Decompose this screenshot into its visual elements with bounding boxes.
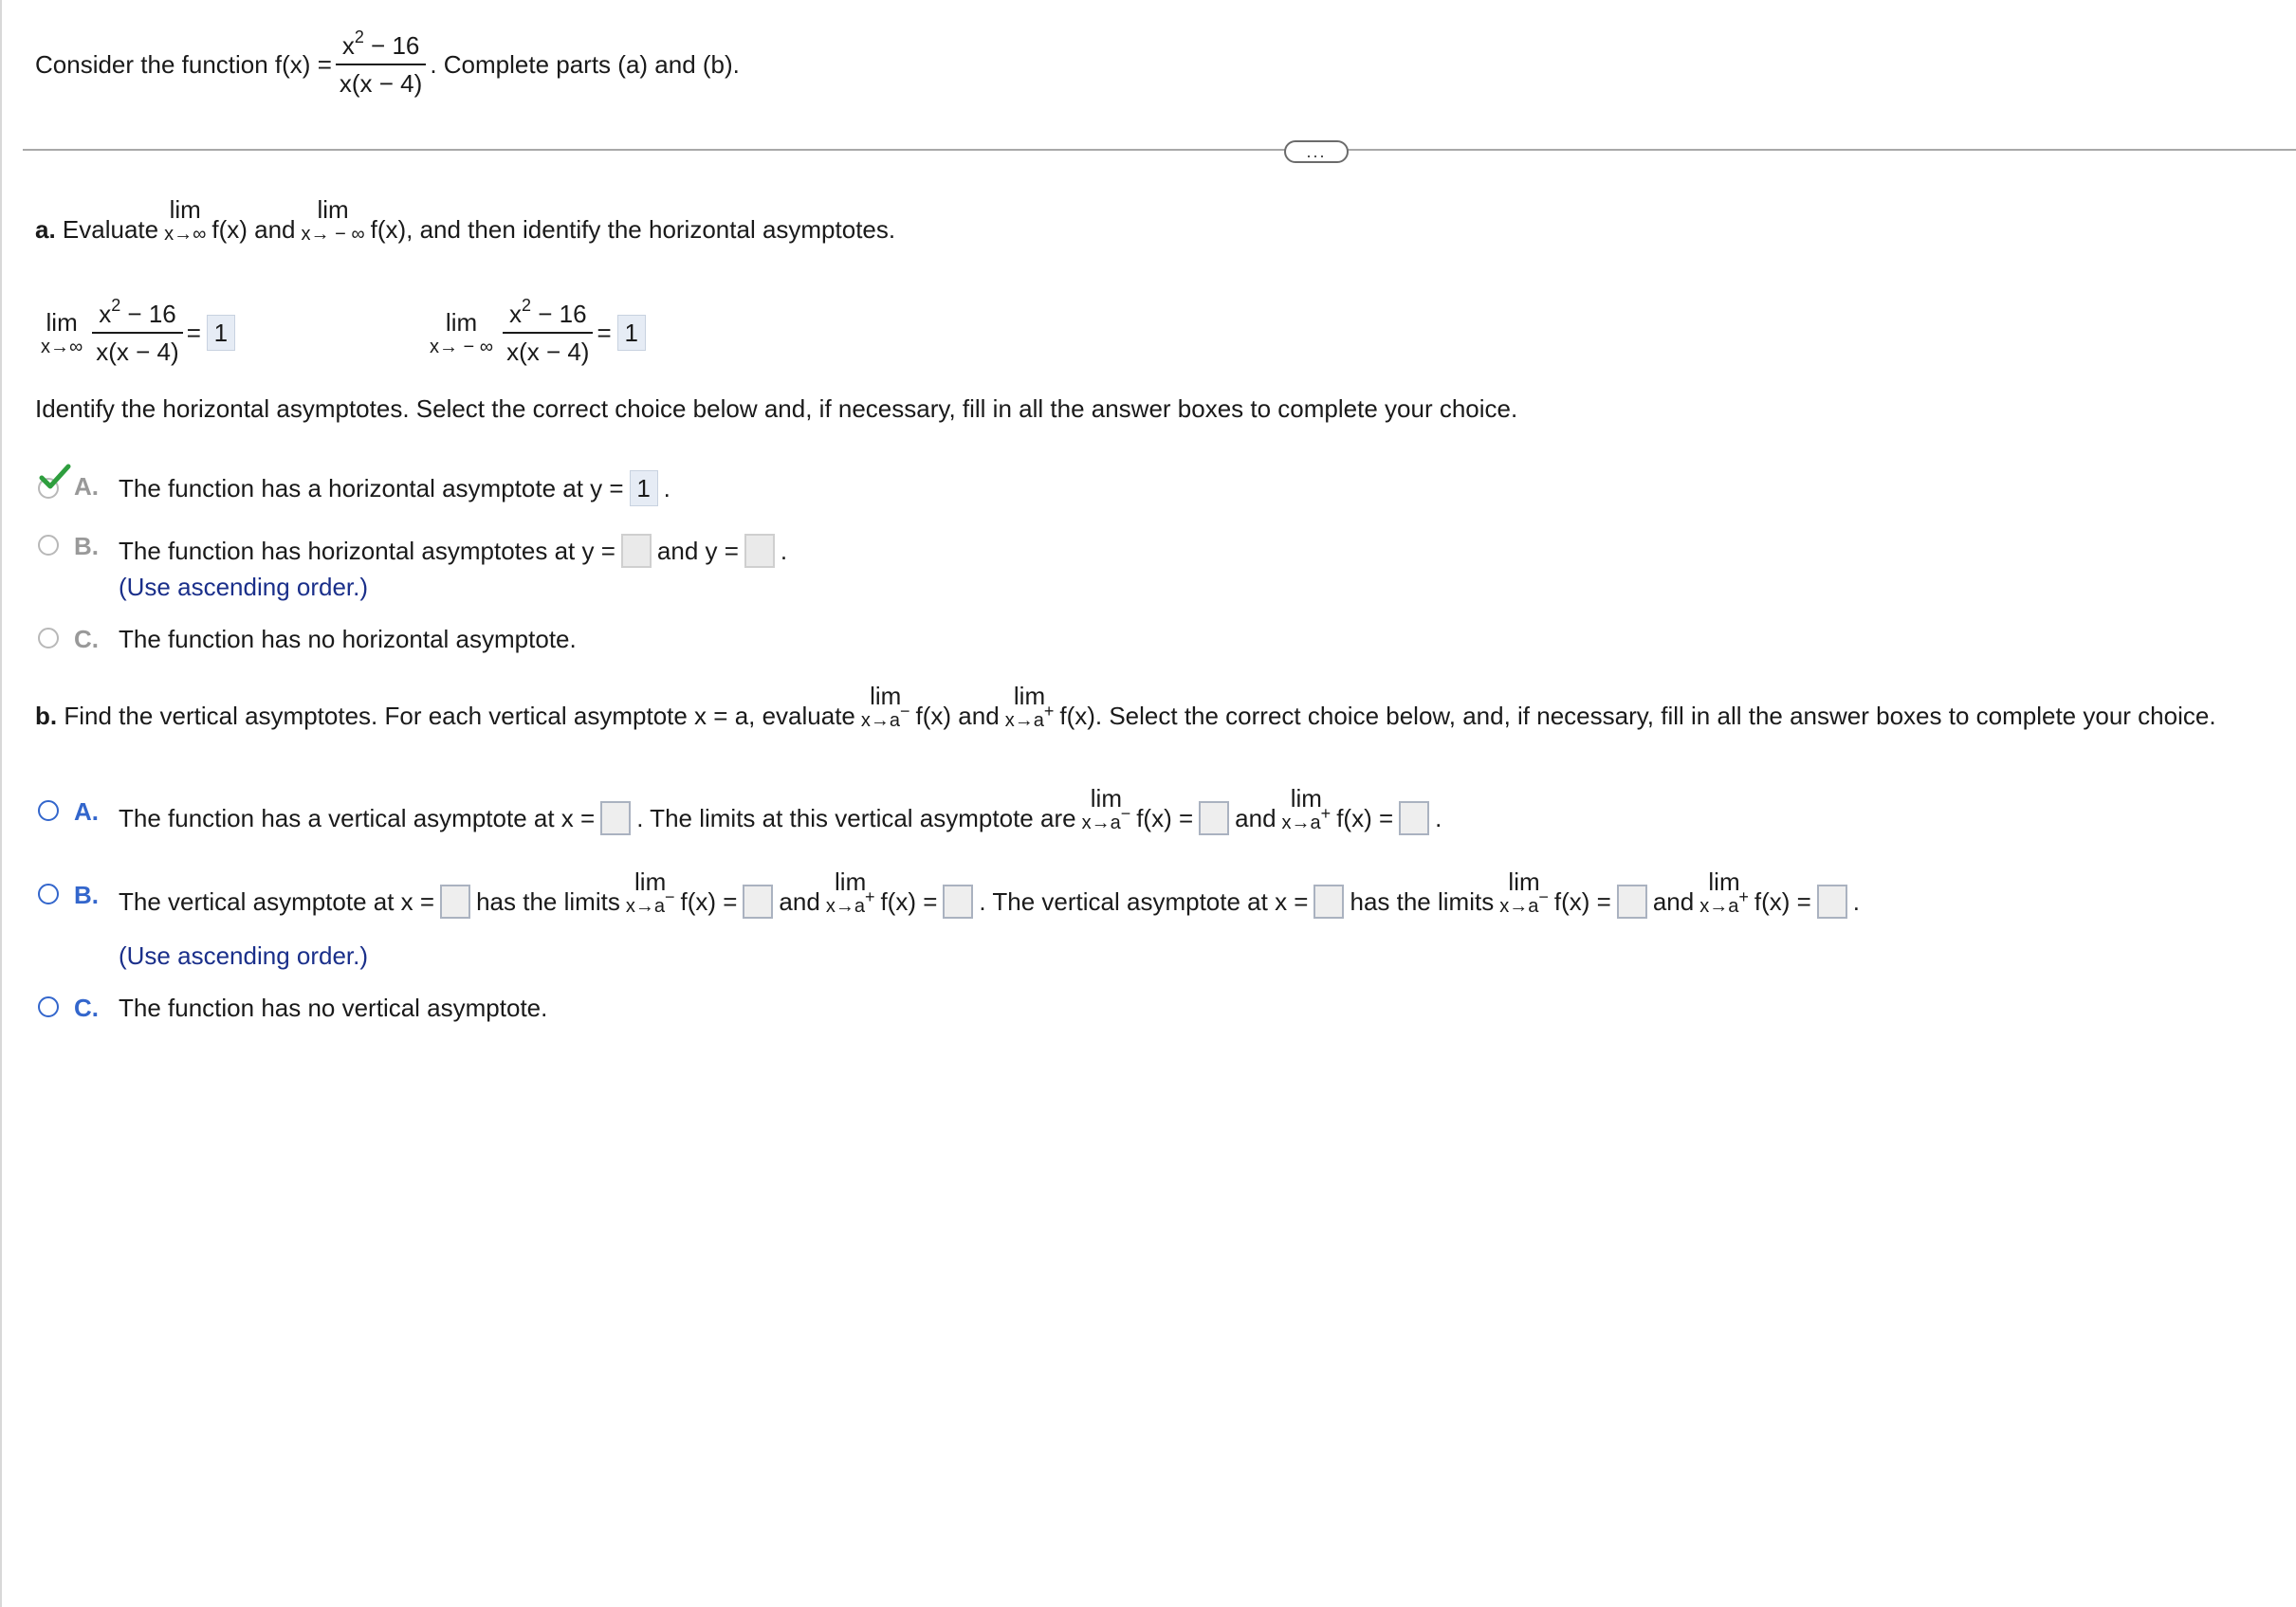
- answer-box[interactable]: [743, 885, 773, 919]
- answer-box[interactable]: [1313, 885, 1344, 919]
- limit-equation-neg-inf: [424, 290, 652, 375]
- answer-box[interactable]: [1617, 885, 1647, 919]
- choice-a-letter: A.: [74, 797, 99, 826]
- limit-notation: lim x→a−: [1499, 867, 1549, 917]
- answer-box[interactable]: [440, 885, 470, 919]
- part-b-prompt-end: f(x). Select the correct choice below, and, if necessary, fill in all the answer boxes to complete your choice.: [1059, 701, 2216, 730]
- answer-box[interactable]: [621, 534, 652, 568]
- choice-c-radio[interactable]: [38, 628, 59, 648]
- part-b-prompt: [35, 683, 2216, 749]
- period: .: [1435, 803, 1442, 832]
- part-b-prompt-start: Find the vertical asymptotes. For each vertical asymptote x = a, evaluate: [64, 701, 855, 730]
- choice-a-text[interactable]: [119, 468, 670, 508]
- answer-box[interactable]: [600, 801, 631, 835]
- limit-notation: lim x→a+: [1699, 867, 1749, 917]
- choice-b-text[interactable]: [119, 531, 787, 571]
- checkmark-icon: [38, 463, 72, 493]
- problem-statement: [35, 27, 740, 102]
- part-a-prompt-end: f(x), and then identify the horizontal asymptotes.: [370, 214, 896, 244]
- choice-c-text[interactable]: The function has no vertical asymptote.: [119, 994, 548, 1022]
- answer-box[interactable]: [1399, 801, 1429, 835]
- more-options-button[interactable]: ...: [1284, 140, 1349, 163]
- choice-text: . The limits at this vertical asymptote are: [636, 803, 1076, 832]
- answer-box[interactable]: [1199, 801, 1229, 835]
- fx-equals: f(x) =: [880, 886, 938, 916]
- fraction-denominator: x(x − 4): [336, 64, 426, 98]
- section-divider: [23, 149, 2296, 151]
- and-text: and: [1652, 886, 1695, 916]
- answer-box[interactable]: [744, 534, 775, 568]
- period: .: [780, 536, 788, 565]
- fx-equals: f(x) =: [680, 886, 738, 916]
- choice-c-letter: C.: [74, 625, 99, 653]
- suffix-text: . Complete parts (a) and (b).: [430, 49, 740, 79]
- limit-notation: lim x→ − ∞: [430, 308, 494, 357]
- part-a-prompt: [35, 195, 896, 258]
- choice-text: The function has a vertical asymptote at x =: [119, 803, 596, 832]
- choice-a-text[interactable]: [119, 784, 1442, 849]
- part-a-prompt-start: Evaluate: [62, 214, 159, 244]
- choice-b-letter: B.: [74, 532, 99, 560]
- part-a-mid: f(x) and: [211, 214, 296, 244]
- choice-b-radio[interactable]: [38, 535, 59, 556]
- part-b-mid: f(x) and: [915, 701, 1000, 730]
- choice-text: The function has horizontal asymptotes at y =: [119, 536, 615, 565]
- limit-equation-pos-inf: [35, 290, 241, 375]
- choice-text: has the limits: [476, 886, 620, 916]
- answer-value[interactable]: 1: [617, 315, 646, 351]
- period: .: [663, 473, 670, 502]
- and-text: and: [1235, 803, 1277, 832]
- equals-sign: =: [597, 318, 612, 347]
- limit-notation: lim x→a−: [860, 682, 910, 731]
- function-fraction: [336, 27, 426, 98]
- limit-notation: lim x→∞: [41, 308, 83, 357]
- choice-a-radio[interactable]: [38, 800, 59, 821]
- answer-box[interactable]: [1817, 885, 1847, 919]
- limit-fraction: $\frac{x^2 - 16}{x(x - 4)}$: [503, 300, 593, 366]
- choice-text: The vertical asymptote at x =: [119, 886, 435, 916]
- choice-text: has the limits: [1350, 886, 1495, 916]
- choice-b-text[interactable]: [119, 867, 1861, 933]
- choice-a-letter: A.: [74, 472, 99, 501]
- limit-notation: lim x→a+: [825, 867, 875, 917]
- choice-c-letter: C.: [74, 994, 99, 1022]
- choice-b-letter: B.: [74, 881, 99, 909]
- fx-equals: f(x) =: [1336, 803, 1394, 832]
- choice-c-text[interactable]: The function has no horizontal asymptote.: [119, 625, 577, 653]
- limit-notation: lim x→ − ∞: [301, 195, 365, 245]
- fx-equals: f(x) =: [1553, 886, 1611, 916]
- part-a-instruction: Identify the horizontal asymptotes. Select the correct choice below and, if necessary, fill in all the answer boxes to complete your choice.: [35, 394, 1518, 423]
- period: .: [1852, 886, 1861, 916]
- limit-notation: lim x→a−: [625, 867, 675, 917]
- prefix-text: Consider the function f(x) =: [35, 49, 332, 79]
- part-a-label: a.: [35, 214, 56, 244]
- choice-text: The function has a horizontal asymptote at y =: [119, 473, 624, 502]
- answer-value[interactable]: 1: [207, 315, 235, 351]
- choice-text: . The vertical asymptote at x =: [979, 886, 1309, 916]
- answer-value[interactable]: 1: [630, 470, 658, 506]
- limit-notation: lim x→a+: [1281, 784, 1332, 833]
- choice-c-radio[interactable]: [38, 996, 59, 1017]
- limit-notation: lim x→a+: [1004, 682, 1055, 731]
- equals-sign: =: [186, 318, 201, 347]
- and-text: and y =: [656, 536, 739, 565]
- part-b-label: b.: [35, 701, 58, 730]
- ascending-order-hint: (Use ascending order.): [119, 941, 369, 970]
- fx-equals: f(x) =: [1754, 886, 1811, 916]
- limit-fraction: $\frac{x^2 - 16}{x(x - 4)}$: [92, 300, 182, 366]
- limit-notation: lim x→a−: [1081, 784, 1131, 833]
- answer-box[interactable]: [943, 885, 973, 919]
- limit-notation: lim x→∞: [164, 195, 207, 245]
- fx-equals: f(x) =: [1136, 803, 1194, 832]
- choice-b-radio[interactable]: [38, 884, 59, 904]
- fraction-numerator: $x^2 - 16$: [341, 27, 420, 60]
- and-text: and: [779, 886, 820, 916]
- ascending-order-hint: (Use ascending order.): [119, 573, 369, 601]
